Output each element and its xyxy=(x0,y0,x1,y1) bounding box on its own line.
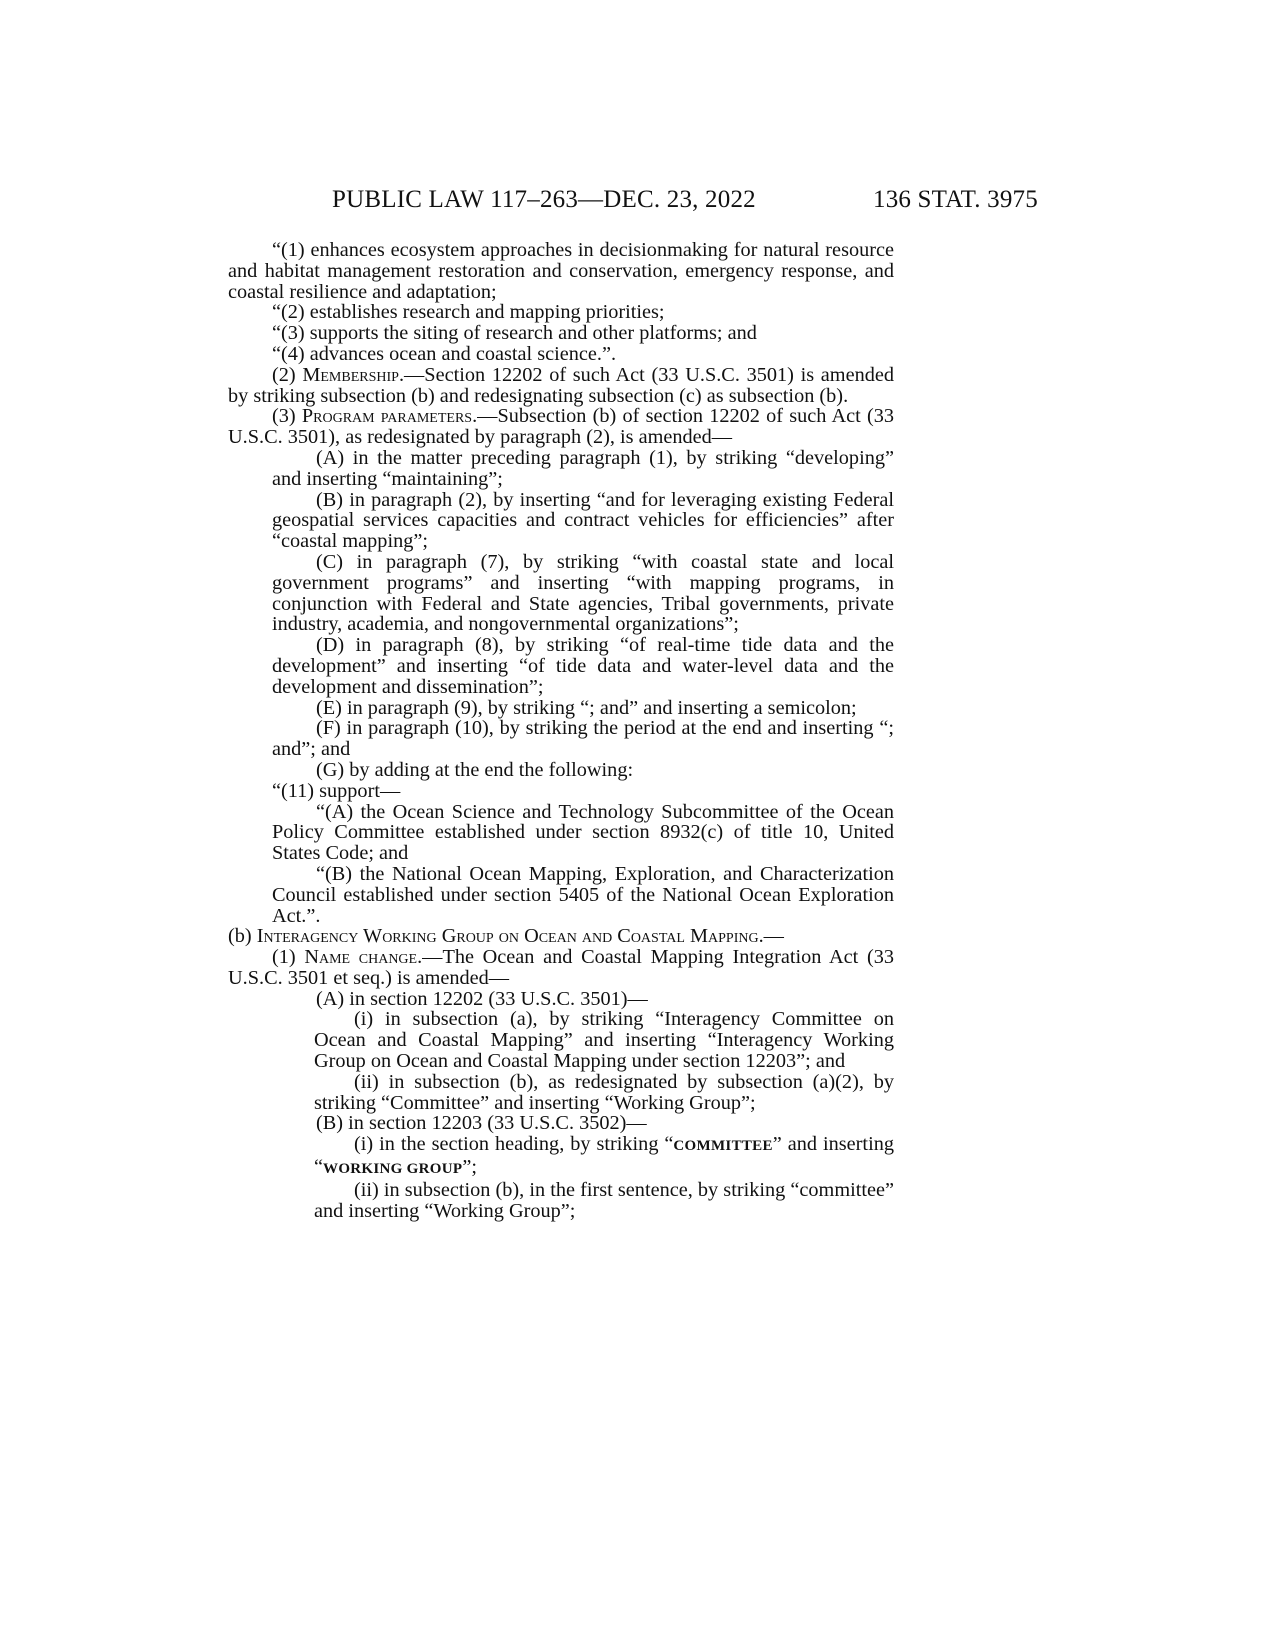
caption-membership: Membership xyxy=(302,363,399,386)
paragraph-2: “(2) establishes research and mapping priorities; xyxy=(272,301,665,324)
clause-e: (E) in paragraph (9), by striking “; and” and inserting a semicolon; xyxy=(316,696,857,719)
text-segment: ” and inserting “ xyxy=(314,1133,894,1179)
quoted-subparagraph-b: “(B) the National Ocean Mapping, Exploration, and Characterization Council established under section 5405 of the National Ocean Exploration Act.”. xyxy=(272,862,894,927)
paragraph-4: “(4) advances ocean and coastal science.”. xyxy=(272,342,617,365)
subsection-b-heading xyxy=(188,926,894,947)
paragraph-lead: (3) xyxy=(272,405,302,428)
clause-b: (B) in paragraph (2), by inserting “and for leveraging existing Federal geospatial services capacities and contract vehicles for efficiencies” after “coastal mapping”; xyxy=(272,488,894,553)
paragraph-name-change xyxy=(228,947,894,989)
caption-name-change: Name change xyxy=(304,946,418,969)
text-segment: (i) in the section heading, by striking “ xyxy=(354,1133,674,1156)
clause-i-section-heading xyxy=(228,1134,894,1180)
quoted-subparagraph-a: “(A) the Ocean Science and Technology Subcommittee of the Ocean Policy Committee established under section 8932(c) of title 10, United States Code; and xyxy=(272,800,894,865)
paragraph-text: .—Section 12202 of such Act (33 U.S.C. 3501) is amended by striking subsection (b) and redesignating subsection (c) as subsection (b). xyxy=(228,363,894,407)
paragraph-1: “(1) enhances ecosystem approaches in decisionmaking for natural resource and habitat management restoration and conservation, emergency response, and coastal resilience and adaptation; xyxy=(228,239,894,303)
clause-f: (F) in paragraph (10), by striking the period at the end and inserting “; and”; and xyxy=(272,717,894,761)
caption-program-parameters: Program parameters xyxy=(301,405,473,428)
clause-b-section-12203: (B) in section 12203 (33 U.S.C. 3502)— xyxy=(316,1112,647,1135)
clause-ii-first-sentence: (ii) in subsection (b), in the first sentence, by striking “committee” and inserting “Working Group”; xyxy=(314,1178,894,1222)
heading-committee: COMMITTEE xyxy=(673,1138,773,1155)
paragraph-membership xyxy=(228,365,894,407)
heading-working-group: WORKING GROUP xyxy=(323,1161,463,1178)
running-head: PUBLIC LAW 117–263—DEC. 23, 2022 xyxy=(332,186,756,213)
paragraph-text: .—The Ocean and Coastal Mapping Integration Act (33 U.S.C. 3501 et seq.) is amended— xyxy=(228,946,894,989)
stat-page-number: 136 STAT. 3975 xyxy=(873,186,1038,213)
paragraph-text: .—Subsection (b) of section 12202 of such Act (33 U.S.C. 3501), as redesignated by paragraph (2), is amended— xyxy=(228,405,895,449)
paragraph-lead: (1) xyxy=(272,946,305,969)
text-segment: ”; xyxy=(462,1156,477,1179)
clause-a: (A) in the matter preceding paragraph (1), by striking “developing” and inserting “maintaining”; xyxy=(272,446,894,490)
paragraph-lead: (2) xyxy=(272,363,303,386)
clause-d: (D) in paragraph (8), by striking “of real-time tide data and the development” and inserting “of tide data and water-level data and the development and dissemination”; xyxy=(272,634,894,698)
clause-g: (G) by adding at the end the following: xyxy=(316,758,634,781)
paragraph-lead: (b) xyxy=(228,925,257,948)
caption-interagency-working-group: Interagency Working Group on Ocean and Coastal Mapping xyxy=(256,925,759,948)
clause-c: (C) in paragraph (7), by striking “with coastal state and local government programs” and inserting “with mapping programs, in conjunction with Federal and State agencies, Tribal governments, private industry, academia, and nongovernmental organizations”; xyxy=(272,550,894,636)
paragraph-3: “(3) supports the siting of research and other platforms; and xyxy=(272,322,757,345)
clause-ii-subsection-b: (ii) in subsection (b), as redesignated by subsection (a)(2), by striking “Committee” and inserting “Working Group”; xyxy=(314,1070,894,1114)
clause-a-section-12202: (A) in section 12202 (33 U.S.C. 3501)— xyxy=(316,987,648,1010)
paragraph-program-parameters xyxy=(228,406,894,448)
page-header xyxy=(0,186,1275,226)
clause-i-subsection-a: (i) in subsection (a), by striking “Interagency Committee on Ocean and Coastal Mapping” and inserting “Interagency Working Group on Ocean and Coastal Mapping under section 12203”; and xyxy=(314,1008,894,1073)
paragraph-text: .— xyxy=(758,925,784,948)
statute-body xyxy=(228,240,894,1221)
quoted-paragraph-11: “(11) support— xyxy=(272,779,401,802)
